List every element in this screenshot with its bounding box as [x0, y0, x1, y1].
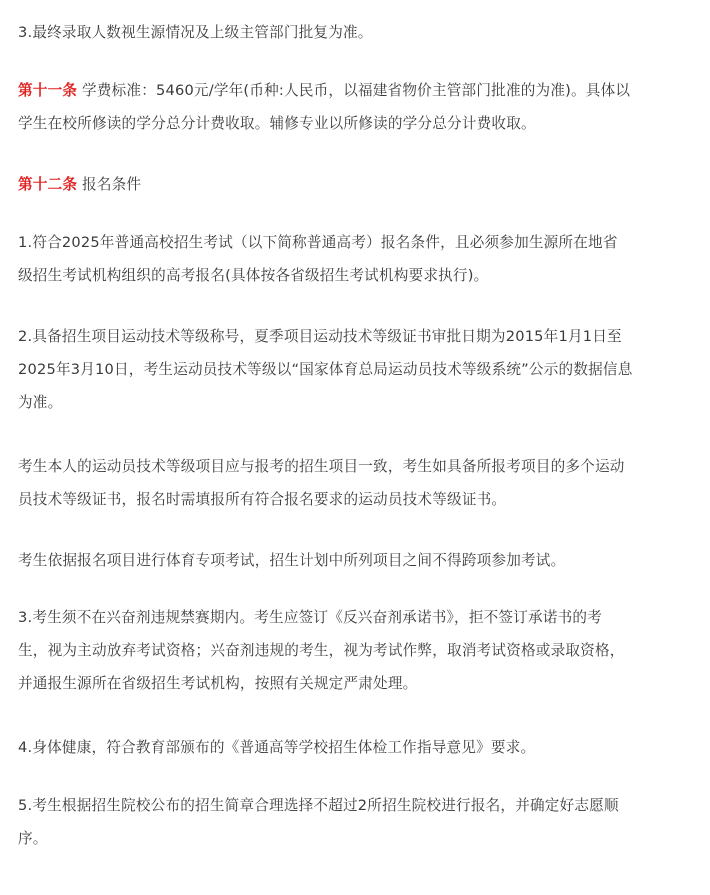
paragraph-article-12 [18, 168, 692, 201]
paragraph-athlete-grade [18, 450, 692, 516]
text-line: 为准。 [18, 394, 63, 411]
text-line: 学费标准：5460元/学年(币种:人民币，以福建省物价主管部门批准的为准)。具体以 [77, 82, 631, 99]
paragraph-condition-5 [18, 789, 692, 855]
text-line: 5.考生根据招生院校公布的招生简章合理选择不超过2所招生院校进行报名，并确定好志愿顺 [18, 797, 619, 814]
text-line: 3.最终录取人数视生源情况及上级主管部门批复为准。 [18, 24, 373, 41]
paragraph-article-11 [18, 74, 692, 140]
text-line: 学生在校所修读的学分总分计费收取。辅修专业以所修读的学分总分计费收取。 [18, 115, 536, 132]
text-line: 级招生考试机构组织的高考报名(具体按各省级招生考试机构要求执行)。 [18, 267, 489, 284]
text-line: 2.具备招生项目运动技术等级称号，夏季项目运动技术等级证书审批日期为2015年1月1日至 [18, 328, 622, 345]
paragraph-condition-1 [18, 226, 692, 292]
text-line: 4.身体健康，符合教育部颁布的《普通高等学校招生体检工作指导意见》要求。 [18, 739, 536, 756]
paragraph-enrollment-note [18, 16, 692, 49]
text-line: 3.考生须不在兴奋剂违规禁赛期内。考生应签订《反兴奋剂承诺书》，拒不签订承诺书的考 [18, 609, 602, 626]
paragraph-special-exam [18, 544, 692, 577]
paragraph-condition-2 [18, 320, 692, 419]
text-line: 序。 [18, 830, 48, 847]
text-line: 考生本人的运动员技术等级项目应与报考的招生项目一致，考生如具备所报考项目的多个运动 [18, 458, 625, 475]
text-line: 2025年3月10日，考生运动员技术等级以“国家体育总局运动员技术等级系统”公示的数据信息 [18, 361, 633, 378]
text-line: 1.符合2025年普通高校招生考试（以下简称普通高考）报名条件，且必须参加生源所在地省 [18, 234, 618, 251]
text-line: 考生依据报名项目进行体育专项考试，招生计划中所列项目之间不得跨项参加考试。 [18, 552, 566, 569]
article-heading: 第十二条 [18, 176, 78, 193]
text-line: 并通报生源所在省级招生考试机构，按照有关规定严肃处理。 [18, 675, 418, 692]
paragraph-condition-4 [18, 731, 692, 764]
article-heading: 第十一条 [18, 82, 78, 99]
text-line: 员技术等级证书，报名时需填报所有符合报名要求的运动员技术等级证书。 [18, 491, 507, 508]
paragraph-condition-3 [18, 601, 692, 700]
text-line: 生，视为主动放弃考试资格；兴奋剂违规的考生，视为考试作弊，取消考试资格或录取资格， [18, 642, 625, 659]
text-line: 报名条件 [77, 176, 142, 193]
